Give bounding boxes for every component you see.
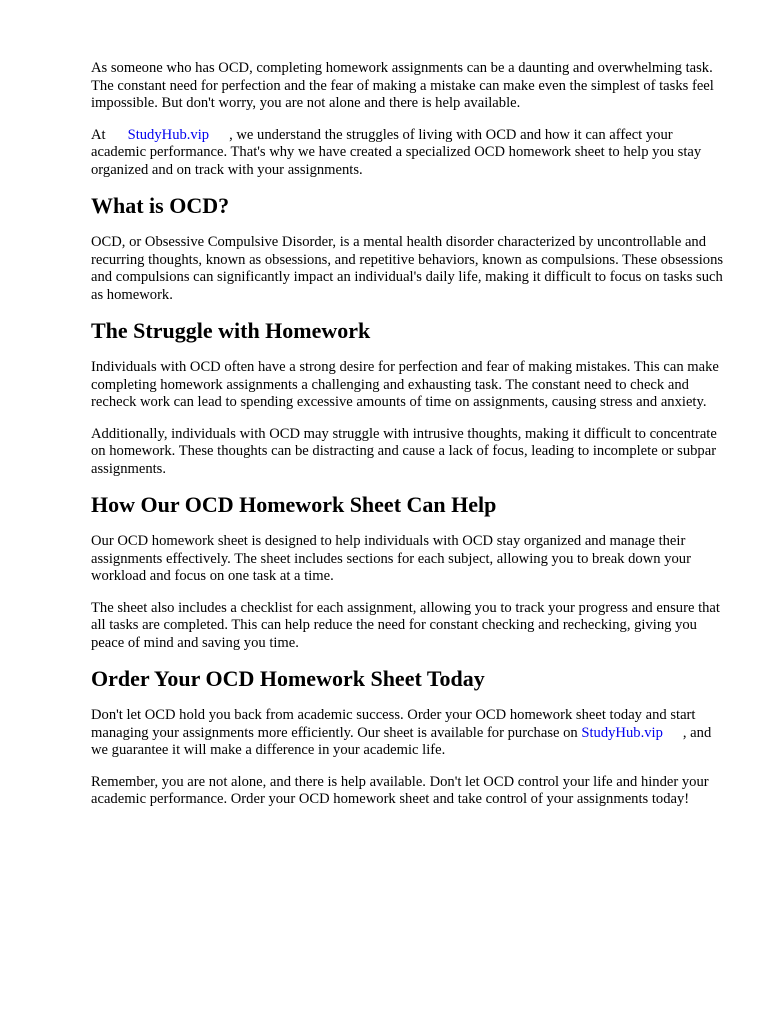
- heading-what-is-ocd: What is OCD?: [91, 193, 230, 218]
- how-help-paragraph-2: The sheet also includes a checklist for each assignment, allowing you to track your progress and ensure that all tasks are completed. This can help reduce the need for constant checking and rechecking, giving you peace of mind and saving you time.: [91, 599, 720, 651]
- intro-paragraph-2-prefix: At: [91, 126, 106, 143]
- struggle-paragraph-1: Individuals with OCD often have a strong desire for perfection and fear of making mistakes. This can make completing homework assignments a challenging and exhausting task. The constant need to check and recheck work can lead to spending excessive amounts of time on assignments, causing stress and anxiety.: [91, 359, 719, 410]
- heading-order-sheet: Order Your OCD Homework Sheet Today: [91, 666, 485, 691]
- how-help-paragraph-1: Our OCD homework sheet is designed to help individuals with OCD stay organized and manage their assignments effectively. The sheet includes sections for each subject, allowing you to break down your workload and focus on one task at a time.: [91, 533, 691, 584]
- heading-struggle-with-homework: The Struggle with Homework: [91, 318, 371, 343]
- document-page: [91, 60, 727, 823]
- heading-how-sheet-helps: How Our OCD Homework Sheet Can Help: [91, 492, 497, 517]
- order-paragraph-1-prefix: Don't let OCD hold you back from academic success. Order your OCD homework sheet today and start managing your assignments more efficiently. Our sheet is available for purchase on: [91, 707, 696, 741]
- struggle-paragraph-2: Additionally, individuals with OCD may struggle with intrusive thoughts, making it difficult to concentrate on homework. These thoughts can be distracting and cause a lack of focus, leading to incomplete or subpar assignments.: [91, 425, 717, 477]
- order-paragraph-1-suffix: , and we guarantee it will make a difference in your academic life.: [91, 724, 712, 758]
- intro-paragraph-2-suffix: , we understand the struggles of living with OCD and how it can affect your academic performance. That's why we have created a specialized OCD homework sheet to help you stay organized and on track with your assignments.: [91, 126, 702, 178]
- intro-paragraph-1: As someone who has OCD, completing homework assignments can be a daunting and overwhelming task. The constant need for perfection and the fear of making a mistake can make even the simplest of tasks feel impossible. But don't worry, you are not alone and there is help available.: [91, 60, 714, 111]
- studyhub-order-link[interactable]: StudyHub.vip: [581, 724, 663, 741]
- intro-paragraph-2: [91, 127, 727, 180]
- what-is-ocd-paragraph: OCD, or Obsessive Compulsive Disorder, is a mental health disorder characterized by uncontrollable and recurring thoughts, known as obsessions, and repetitive behaviors, known as compulsions. These obsessions and compulsions can significantly impact an individual's daily life, making it difficult to focus on tasks such as homework.: [91, 234, 724, 303]
- studyhub-link[interactable]: StudyHub.vip: [127, 126, 210, 143]
- order-paragraph-1: [91, 707, 727, 760]
- order-paragraph-2: Remember, you are not alone, and there is help available. Don't let OCD control your life and hinder your academic performance. Order your OCD homework sheet and take control of your assignments today!: [91, 773, 709, 807]
